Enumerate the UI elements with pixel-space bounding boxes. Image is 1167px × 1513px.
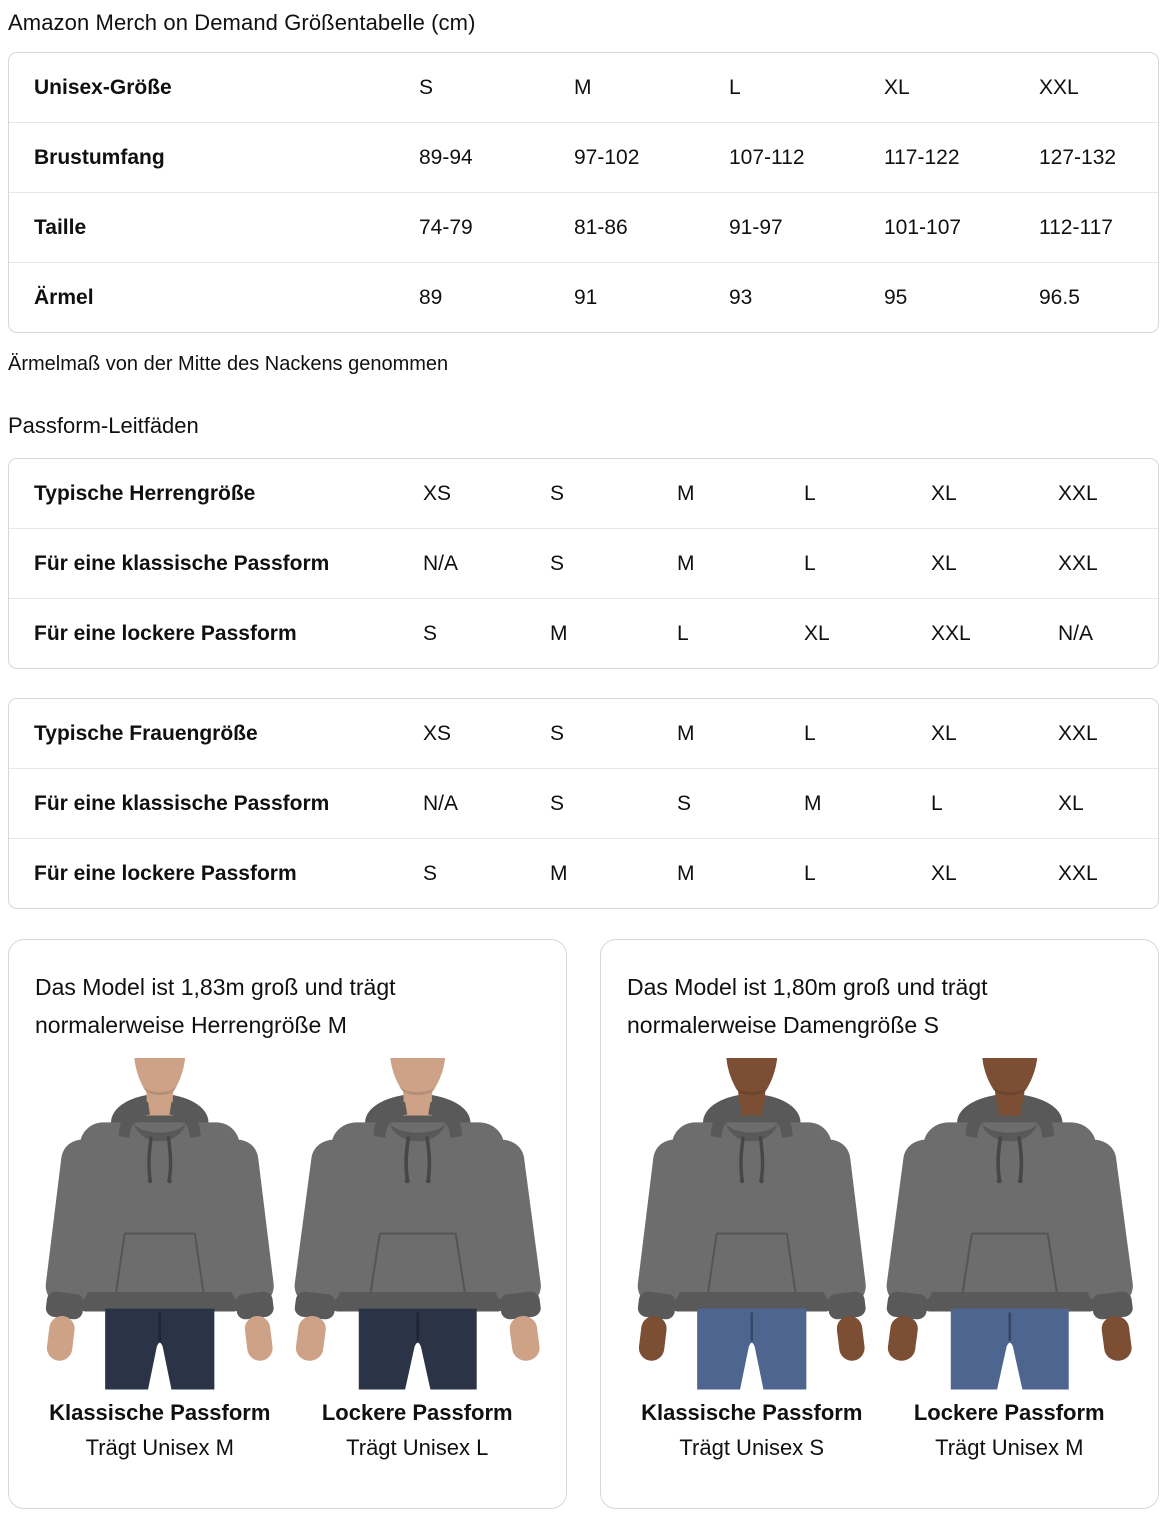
table-row: [9, 262, 1158, 332]
worn-size-label: Trägt Unisex M: [85, 1434, 234, 1460]
unisex-size-table: [8, 52, 1159, 333]
size-cell: N/A: [1050, 598, 1158, 668]
row-label: Für eine klassische Passform: [9, 768, 415, 838]
size-cell: XS: [423, 722, 452, 745]
worn-size-label: Trägt Unisex S: [679, 1434, 825, 1460]
size-cell: XXL: [1058, 482, 1098, 505]
table-row: [9, 838, 1158, 908]
fit-guides-heading: Passform-Leitfäden: [8, 413, 199, 438]
row-label: Typische Frauengröße: [34, 722, 258, 745]
size-cell: M: [542, 598, 669, 668]
size-cell: XL: [923, 528, 1050, 598]
size-cell: L: [669, 598, 796, 668]
model-figure-classic: [625, 1058, 879, 1461]
womens-model-card: [600, 939, 1159, 1509]
size-cell: XXL: [1058, 722, 1098, 745]
table-row: [9, 192, 1158, 262]
row-label: Brustumfang: [9, 122, 411, 192]
size-cell: L: [923, 768, 1050, 838]
model-description: Das Model ist 1,80m groß und trägt normalerweise Damengröße S: [627, 974, 988, 1038]
model-figures: [33, 1058, 544, 1461]
worn-size-label: Trägt Unisex M: [935, 1434, 1084, 1460]
size-cell: 91: [566, 262, 721, 332]
table-row: [9, 768, 1158, 838]
size-cell: S: [419, 76, 434, 99]
size-cell: S: [415, 598, 542, 668]
size-cell: L: [804, 482, 816, 505]
size-cell: 81-86: [566, 192, 721, 262]
size-cell: 107-112: [721, 122, 876, 192]
size-cell: S: [542, 768, 669, 838]
size-cell: S: [415, 838, 542, 908]
size-cell: 96.5: [1031, 262, 1158, 332]
male-model-loose-fit-photo: [291, 1058, 545, 1390]
size-cell: XL: [796, 598, 923, 668]
mens-fit-table: [8, 458, 1159, 669]
fit-label: Lockere Passform: [321, 1399, 513, 1425]
size-cell: M: [677, 482, 695, 505]
table-row: [9, 528, 1158, 598]
table-row: [9, 699, 1158, 768]
size-cell: XS: [423, 482, 452, 505]
size-cell: 91-97: [721, 192, 876, 262]
size-cell: 97-102: [566, 122, 721, 192]
size-cell: M: [574, 76, 592, 99]
row-label: Taille: [9, 192, 411, 262]
model-cards: [8, 939, 1159, 1509]
size-cell: XL: [923, 838, 1050, 908]
table-row: [9, 122, 1158, 192]
size-cell: 112-117: [1031, 192, 1158, 262]
female-model-loose-fit-photo: [883, 1058, 1137, 1390]
size-cell: M: [669, 528, 796, 598]
worn-size-label: Trägt Unisex L: [346, 1434, 489, 1460]
size-cell: S: [542, 528, 669, 598]
size-cell: M: [542, 838, 669, 908]
fit-label: Lockere Passform: [913, 1399, 1105, 1425]
size-cell: 117-122: [876, 122, 1031, 192]
model-figure-loose: [883, 1058, 1137, 1461]
size-cell: XL: [931, 482, 957, 505]
size-cell: XXL: [923, 598, 1050, 668]
table-row: [9, 598, 1158, 668]
size-cell: 101-107: [876, 192, 1031, 262]
mens-model-card: [8, 939, 567, 1509]
table-row: [9, 459, 1158, 528]
size-cell: XXL: [1050, 528, 1158, 598]
row-label: Unisex-Größe: [34, 76, 172, 99]
size-cell: M: [796, 768, 923, 838]
model-description: Das Model ist 1,83m groß und trägt normalerweise Herrengröße M: [35, 974, 396, 1038]
female-model-classic-fit-photo: [625, 1058, 879, 1390]
size-cell: XL: [884, 76, 910, 99]
table-row: [9, 53, 1158, 122]
size-cell: 95: [876, 262, 1031, 332]
size-cell: 89: [411, 262, 566, 332]
size-cell: 93: [721, 262, 876, 332]
size-cell: XL: [931, 722, 957, 745]
size-cell: S: [550, 722, 565, 745]
model-figure-loose: [291, 1058, 545, 1461]
size-cell: XXL: [1039, 76, 1079, 99]
fit-label: Klassische Passform: [49, 1399, 271, 1425]
row-label: Ärmel: [9, 262, 411, 332]
fit-label: Klassische Passform: [641, 1399, 863, 1425]
size-cell: S: [669, 768, 796, 838]
size-cell: L: [804, 722, 816, 745]
size-cell: S: [550, 482, 565, 505]
page-title: Amazon Merch on Demand Größentabelle (cm): [8, 10, 476, 35]
size-cell: XXL: [1050, 838, 1158, 908]
size-cell: 89-94: [411, 122, 566, 192]
size-cell: N/A: [415, 528, 542, 598]
size-cell: 127-132: [1031, 122, 1158, 192]
size-cell: L: [796, 528, 923, 598]
sleeve-measure-note: Ärmelmaß von der Mitte des Nackens genommen: [8, 353, 449, 375]
row-label: Typische Herrengröße: [34, 482, 256, 505]
model-figures: [625, 1058, 1136, 1461]
model-figure-classic: [33, 1058, 287, 1461]
size-cell: N/A: [415, 768, 542, 838]
size-cell: 74-79: [411, 192, 566, 262]
row-label: Für eine lockere Passform: [9, 598, 415, 668]
size-cell: M: [669, 838, 796, 908]
womens-fit-table: [8, 698, 1159, 909]
row-label: Für eine klassische Passform: [9, 528, 415, 598]
size-cell: M: [677, 722, 695, 745]
size-cell: L: [729, 76, 741, 99]
size-cell: L: [796, 838, 923, 908]
row-label: Für eine lockere Passform: [9, 838, 415, 908]
size-cell: XL: [1050, 768, 1158, 838]
male-model-classic-fit-photo: [33, 1058, 287, 1390]
